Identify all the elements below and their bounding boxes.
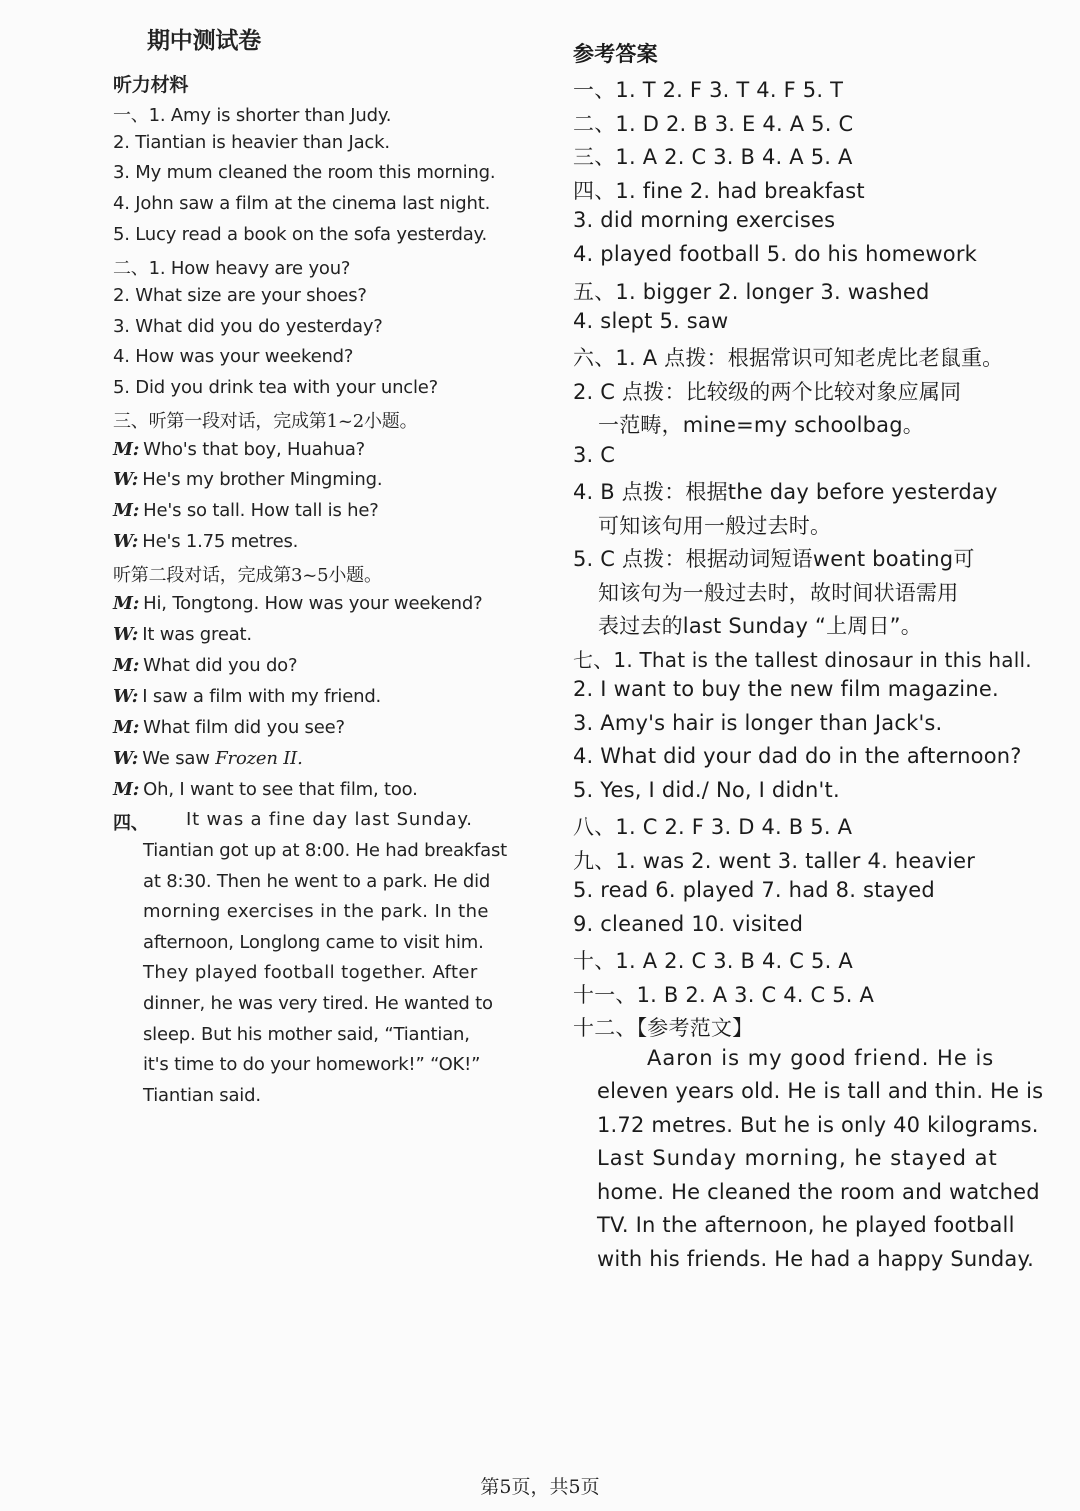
answer-line: 八、1. C 2. F 3. D 4. B 5. A — [573, 815, 853, 839]
essay-line: TV. In the afternoon, he played football — [597, 1213, 1015, 1237]
passage-line: Tiantian said. — [143, 1085, 261, 1106]
passage-line: at 8:30. Then he went to a park. He did — [143, 871, 491, 892]
speaker-label: W: — [113, 469, 139, 490]
answer-line: 4. played football 5. do his homework — [573, 242, 978, 266]
answer-line: 9. cleaned 10. visited — [573, 912, 804, 936]
answer-line: 可知该句用一般过去时。 — [598, 514, 832, 538]
answer-line: 5. Yes, I did./ No, I didn't. — [573, 778, 840, 802]
passage-line: sleep. But his mother said, “Tiantian, — [143, 1024, 470, 1045]
answer-line: 三、1. A 2. C 3. B 4. A 5. A — [573, 145, 853, 169]
answer-line: 3. Amy's hair is longer than Jack's. — [573, 711, 943, 735]
answer-line: 表过去的last Sunday “上周日”。 — [598, 614, 922, 638]
passage-line: afternoon, Longlong came to visit him. — [143, 932, 484, 953]
dialogue-line — [113, 500, 379, 521]
passage-line: They played football together. After — [143, 962, 478, 983]
answer-line: 5. C 点拨：根据动词短语went boating可 — [573, 547, 975, 571]
dialogue-text: It was great. — [142, 624, 252, 645]
dialogue-line — [113, 593, 482, 614]
passage-line: morning exercises in the park. In the — [143, 901, 489, 922]
dialogue-line — [113, 469, 382, 490]
essay-line: with his friends. He had a happy Sunday. — [597, 1247, 1035, 1271]
part2-item: 5. Did you drink tea with your uncle? — [113, 377, 439, 398]
answer-line: 4. slept 5. saw — [573, 309, 729, 333]
answer-line: 二、1. D 2. B 3. E 4. A 5. C — [573, 112, 854, 136]
answer-line: 九、1. was 2. went 3. taller 4. heavier — [573, 849, 976, 873]
speaker-label: W: — [113, 748, 139, 769]
passage-line: Tiantian got up at 8:00. He had breakfast — [143, 840, 508, 861]
part1-item: 一、1. Amy is shorter than Judy. — [113, 105, 392, 126]
speaker-label: W: — [113, 531, 139, 552]
speaker-label: W: — [113, 686, 139, 707]
essay-line: eleven years old. He is tall and thin. He is — [597, 1079, 1044, 1103]
answer-line: 3. C — [573, 443, 616, 467]
essay-line: 1.72 metres. But he is only 40 kilograms. — [597, 1113, 1039, 1137]
dialogue-line — [113, 748, 303, 769]
section-heading: 听力材料 — [113, 74, 189, 96]
part2-item: 4. How was your weekend? — [113, 346, 354, 367]
dialogue-line — [113, 624, 252, 645]
speaker-label: M: — [113, 779, 140, 800]
answer-line: 五、1. bigger 2. longer 3. washed — [573, 280, 930, 304]
part1-item: 5. Lucy read a book on the sofa yesterday. — [113, 224, 487, 245]
page-title: 期中测试卷 — [147, 27, 262, 54]
part1-item: 4. John saw a film at the cinema last night. — [113, 193, 491, 214]
dialogue-line — [113, 779, 418, 800]
part2-item: 3. What did you do yesterday? — [113, 316, 383, 337]
dialogue-line — [113, 686, 381, 707]
answer-line: 4. B 点拨：根据the day before yesterday — [573, 480, 998, 504]
page-footer: 第5页，共5页 — [480, 1476, 600, 1498]
speaker-label: M: — [113, 593, 140, 614]
dialogue-text: He's so tall. How tall is he? — [143, 500, 379, 521]
film-title: Frozen II. — [215, 748, 303, 769]
answer-line: 十一、1. B 2. A 3. C 4. C 5. A — [573, 983, 875, 1007]
answer-line: 知该句为一般过去时，故时间状语需用 — [598, 581, 959, 605]
dialogue-text: What did you do? — [143, 655, 298, 676]
answer-line: 一范畴，mine=my schoolbag。 — [598, 413, 924, 437]
answer-line: 4. What did your dad do in the afternoon? — [573, 744, 1022, 768]
answer-line: 四、1. fine 2. had breakfast — [573, 179, 865, 203]
answer-line: 一、1. T 2. F 3. T 4. F 5. T — [573, 78, 844, 102]
dialogue-text: I saw a film with my friend. — [142, 686, 382, 707]
speaker-label: M: — [113, 500, 140, 521]
dialogue-line — [113, 655, 297, 676]
part3-instruction: 听第二段对话，完成第3~5小题。 — [113, 565, 382, 586]
answer-line: 3. did morning exercises — [573, 208, 836, 232]
dialogue-line — [113, 439, 365, 460]
speaker-label: W: — [113, 624, 139, 645]
passage-line: It was a fine day last Sunday. — [186, 809, 473, 830]
part3-instruction: 三、听第一段对话，完成第1~2小题。 — [113, 411, 418, 432]
speaker-label: M: — [113, 655, 140, 676]
essay-line: Last Sunday morning, he stayed at — [597, 1146, 998, 1170]
dialogue-text: Hi, Tongtong. How was your weekend? — [143, 593, 483, 614]
dialogue-text: We saw — [142, 748, 210, 769]
part2-item: 二、1. How heavy are you? — [113, 258, 351, 279]
speaker-label: M: — [113, 439, 140, 460]
answer-line: 5. read 6. played 7. had 8. stayed — [573, 878, 935, 902]
dialogue-text: Oh, I want to see that film, too. — [143, 779, 418, 800]
passage-line: it's time to do your homework!” “OK!” — [143, 1054, 481, 1075]
answer-key-title: 参考答案 — [573, 41, 658, 66]
dialogue-text: What film did you see? — [143, 717, 345, 738]
answer-line: 七、1. That is the tallest dinosaur in this hall. — [573, 648, 1032, 672]
part4-label: 四、 — [113, 813, 149, 834]
part2-item: 2. What size are your shoes? — [113, 285, 367, 306]
dialogue-line — [113, 717, 345, 738]
answer-line: 2. C 点拨：比较级的两个比较对象应属同 — [573, 380, 962, 404]
dialogue-text: He's 1.75 metres. — [142, 531, 299, 552]
dialogue-text: He's my brother Mingming. — [142, 469, 383, 490]
essay-line: Aaron is my good friend. He is — [647, 1046, 995, 1070]
answer-line: 十二、【参考范文】 — [573, 1016, 754, 1040]
dialogue-text: Who's that boy, Huahua? — [143, 439, 366, 460]
answer-line: 六、1. A 点拨：根据常识可知老虎比老鼠重。 — [573, 346, 1004, 370]
part1-item: 2. Tiantian is heavier than Jack. — [113, 132, 390, 153]
answer-line: 2. I want to buy the new film magazine. — [573, 677, 999, 701]
passage-line: dinner, he was very tired. He wanted to — [143, 993, 493, 1014]
essay-line: home. He cleaned the room and watched — [597, 1180, 1040, 1204]
dialogue-line — [113, 531, 298, 552]
speaker-label: M: — [113, 717, 140, 738]
part1-item: 3. My mum cleaned the room this morning. — [113, 162, 496, 183]
answer-line: 十、1. A 2. C 3. B 4. C 5. A — [573, 949, 853, 973]
